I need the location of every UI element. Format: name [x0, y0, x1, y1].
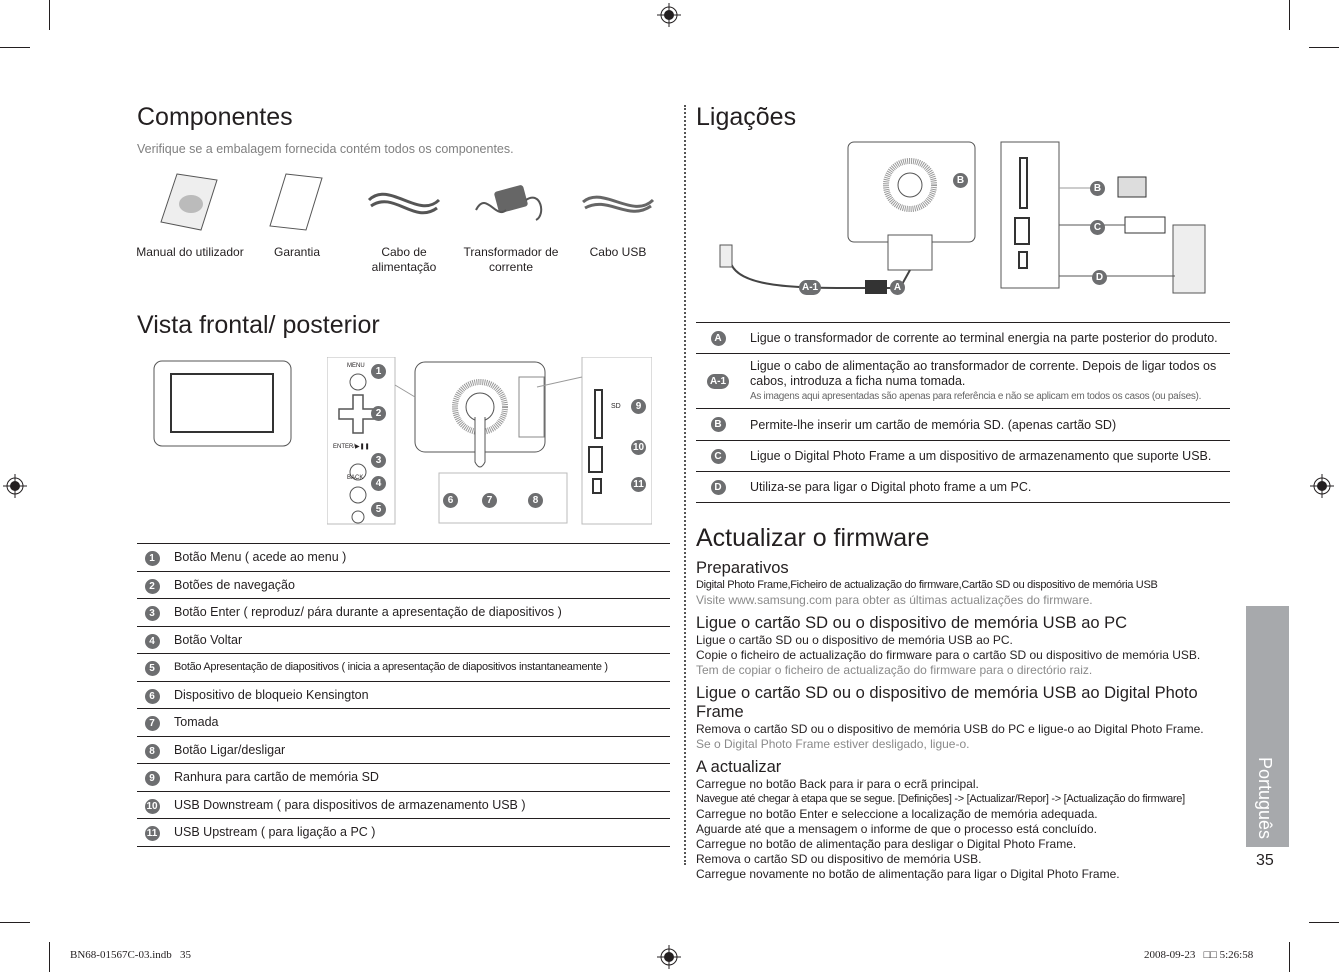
- update-step: Carregue novamente no botão de alimentação para ligar o Digital Photo Frame.: [696, 867, 1120, 881]
- dpf-note: Se o Digital Photo Frame estiver desligado, ligue-o.: [696, 737, 970, 751]
- parts-row: [137, 682, 670, 710]
- part-description: USB Upstream ( para ligação a PC ): [174, 825, 376, 840]
- prep-line: Digital Photo Frame,Ficheiro de actualização do firmware,Cartão SD ou dispositivo de memória USB: [696, 579, 1158, 591]
- callout-5: 5: [371, 502, 386, 517]
- pc-line: Copie o ficheiro de actualização do firmware para o cartão SD ou dispositivo de memória USB.: [696, 648, 1201, 662]
- part-description: Botão Voltar: [174, 632, 243, 647]
- part-description: Dispositivo de bloqueio Kensington: [174, 687, 369, 702]
- callout-9: 9: [631, 399, 646, 414]
- dpf-line: Remova o cartão SD ou o dispositivo de memória USB do PC e ligue-o ao Digital Photo Frame.: [696, 722, 1204, 736]
- crop-mark: [49, 942, 50, 972]
- dpf-heading: Ligue o cartão SD ou o dispositivo de memória USB ao Digital Photo Frame: [696, 684, 1198, 721]
- part-number: 5: [145, 661, 160, 676]
- footer-timestamp: 2008-09-23 □□ 5:26:58: [1144, 949, 1254, 961]
- part-description: Botão Apresentação de diapositivos ( inicia a apresentação de diapositivos instantaneamente ): [174, 661, 608, 674]
- diagram-badge-b: B: [953, 173, 968, 188]
- diagram-badge-a1: A-1: [799, 280, 821, 295]
- component-label: Transformador de corrente: [463, 245, 559, 274]
- registration-mark-icon: [657, 945, 681, 969]
- firmware-dpf: [696, 684, 1241, 752]
- crop-mark: [0, 47, 30, 48]
- diagram-badge-a: A: [890, 280, 905, 295]
- callout-7: 7: [482, 493, 497, 508]
- page-number: 35: [1256, 852, 1274, 869]
- prep-note: Visite www.samsung.com para obter as últimas actualizações do firmware.: [696, 593, 1093, 607]
- ligacoes-text: Utiliza-se para ligar o Digital photo frame a um PC.: [750, 480, 1032, 494]
- parts-row: [137, 737, 670, 765]
- update-step: Navegue até chegar à etapa que se segue. [Definições] -> [Actualizar/Repor] -> [Actualização do firmware]: [696, 793, 1185, 805]
- crop-mark: [1289, 942, 1290, 972]
- badge-c: C: [711, 449, 726, 464]
- vista-parts-table: [137, 543, 670, 847]
- part-number: 7: [145, 716, 160, 731]
- update-step: Remova o cartão SD ou dispositivo de memória USB.: [696, 852, 982, 866]
- ligacoes-text: Ligue o transformador de corrente ao terminal energia na parte posterior do produto.: [750, 331, 1218, 345]
- pc-note: Tem de copiar o ficheiro de actualização do firmware para o directório raiz.: [696, 663, 1093, 677]
- front-view-illustration: [153, 360, 293, 448]
- pc-line: Ligue o cartão SD ou o dispositivo de memória USB ao PC.: [696, 633, 1013, 647]
- parts-row: [137, 819, 670, 847]
- footer-file: BN68-01567C-03.indb 35: [70, 949, 191, 961]
- badge-b: B: [711, 417, 726, 432]
- part-description: USB Downstream ( para dispositivos de armazenamento USB ): [174, 797, 526, 812]
- ligacoes-row-a: [696, 323, 1230, 354]
- callout-11: 11: [631, 477, 646, 492]
- ligacoes-title: Ligações: [696, 103, 797, 131]
- part-number: 2: [145, 579, 160, 594]
- menu-label: MENU: [347, 363, 365, 369]
- part-description: Botão Enter ( reproduz/ pára durante a apresentação de diapositivos ): [174, 605, 562, 620]
- parts-row: [137, 572, 670, 600]
- componentes-subtitle: Verifique se a embalagem fornecida contém todos os componentes.: [137, 142, 514, 156]
- prep-heading: Preparativos: [696, 559, 789, 577]
- crop-mark: [0, 922, 30, 923]
- rear-view-diagram: [327, 357, 652, 525]
- part-number: 11: [145, 826, 160, 841]
- part-description: Tomada: [174, 715, 219, 730]
- ligacoes-note: As imagens aqui apresentadas são apenas para referência e não se aplicam em todos os casos (ou países).: [750, 390, 1202, 402]
- ligacoes-table: [696, 322, 1230, 503]
- ligacoes-text: Permite-lhe inserir um cartão de memória SD. (apenas cartão SD): [750, 417, 1117, 432]
- sd-label: SD: [611, 403, 621, 410]
- update-heading: A actualizar: [696, 758, 782, 776]
- callout-10: 10: [632, 442, 645, 453]
- part-number: 3: [145, 606, 160, 621]
- component-warranty: [242, 170, 352, 260]
- registration-mark-icon: [1310, 474, 1334, 498]
- parts-row: [137, 599, 670, 627]
- part-description: Ranhura para cartão de memória SD: [174, 770, 379, 785]
- callout-8: 8: [528, 493, 543, 508]
- adapter-icon: [466, 170, 556, 234]
- crop-mark: [49, 0, 50, 30]
- firmware-update: [696, 758, 1241, 882]
- component-adapter: [456, 170, 566, 275]
- parts-row: [137, 627, 670, 655]
- part-description: Botão Ligar/desligar: [174, 742, 286, 757]
- ligacoes-text: Ligue o cabo de alimentação ao transformador de corrente. Depois de ligar todos os cabos, introduza a ficha numa tomada.: [750, 358, 1217, 388]
- callout-4: 4: [371, 476, 386, 491]
- update-step: Carregue no botão de alimentação para desligar o Digital Photo Frame.: [696, 837, 1077, 851]
- badge-a1: A-1: [707, 374, 729, 389]
- ligacoes-text: Ligue o Digital Photo Frame a um dispositivo de armazenamento que suporte USB.: [750, 449, 1212, 463]
- parts-row: [137, 544, 670, 572]
- language-tab-label: Português: [1255, 756, 1275, 839]
- part-number: 6: [145, 689, 160, 704]
- callout-1: 1: [371, 364, 386, 379]
- manual-icon: [155, 170, 225, 234]
- firmware-pc: [696, 614, 1241, 678]
- ligacoes-row-d: [696, 472, 1230, 503]
- ligacoes-row-b: [696, 409, 1230, 441]
- parts-row: [137, 709, 670, 737]
- power-cable-icon: [359, 170, 449, 234]
- ligacoes-row-c: [696, 441, 1230, 472]
- component-manual: [135, 170, 245, 260]
- callout-6: 6: [443, 493, 458, 508]
- badge-d: D: [711, 480, 726, 495]
- component-usb-cable: [563, 170, 673, 260]
- registration-mark-icon: [3, 474, 27, 498]
- back-label: BACK: [347, 475, 364, 481]
- component-label: Cabo USB: [589, 245, 647, 259]
- crop-mark: [1309, 922, 1339, 923]
- connections-illustration: [705, 140, 1215, 300]
- diagram-badge-c: C: [1090, 220, 1105, 235]
- parts-row: [137, 654, 670, 682]
- crop-mark: [1309, 47, 1339, 48]
- part-number: 9: [145, 771, 160, 786]
- ligacoes-row-a1: [696, 354, 1230, 409]
- component-power-cable: [349, 170, 459, 275]
- part-number: 1: [145, 551, 160, 566]
- part-number: 4: [145, 634, 160, 649]
- parts-row: [137, 764, 670, 792]
- firmware-content: [696, 559, 1241, 888]
- crop-mark: [1289, 0, 1290, 30]
- part-description: Botão Menu ( acede ao menu ): [174, 550, 347, 565]
- enter-label: ENTER/▶❚❚: [333, 444, 370, 450]
- component-label: Manual do utilizador: [136, 245, 244, 259]
- callout-3: 3: [371, 453, 386, 468]
- warranty-icon: [262, 170, 332, 234]
- badge-a: A: [711, 331, 726, 346]
- component-label: Garantia: [273, 245, 321, 259]
- update-step: Aguarde até que a mensagem o informe de que o processo está concluído.: [696, 822, 1097, 836]
- column-divider: [684, 105, 686, 865]
- registration-mark-icon: [657, 3, 681, 27]
- part-description: Botões de navegação: [174, 577, 295, 592]
- firmware-title: Actualizar o firmware: [696, 524, 930, 552]
- vista-title: Vista frontal/ posterior: [137, 311, 380, 339]
- pc-heading: Ligue o cartão SD ou o dispositivo de memória USB ao PC: [696, 614, 1128, 632]
- callout-2: 2: [371, 406, 386, 421]
- diagram-badge-b2: B: [1090, 181, 1105, 196]
- parts-row: [137, 792, 670, 820]
- update-step: Carregue no botão Enter e seleccione a localização de memória adequada.: [696, 807, 1098, 821]
- usb-cable-icon: [573, 170, 663, 234]
- diagram-badge-d: D: [1092, 270, 1107, 285]
- part-number: 8: [145, 744, 160, 759]
- part-number: 10: [146, 800, 158, 812]
- update-step: Carregue no botão Back para ir para o ecrã principal.: [696, 777, 979, 791]
- language-tab: [1246, 606, 1289, 847]
- componentes-title: Componentes: [137, 103, 293, 131]
- component-label: Cabo de alimentação: [371, 245, 437, 274]
- firmware-prep: [696, 559, 1241, 608]
